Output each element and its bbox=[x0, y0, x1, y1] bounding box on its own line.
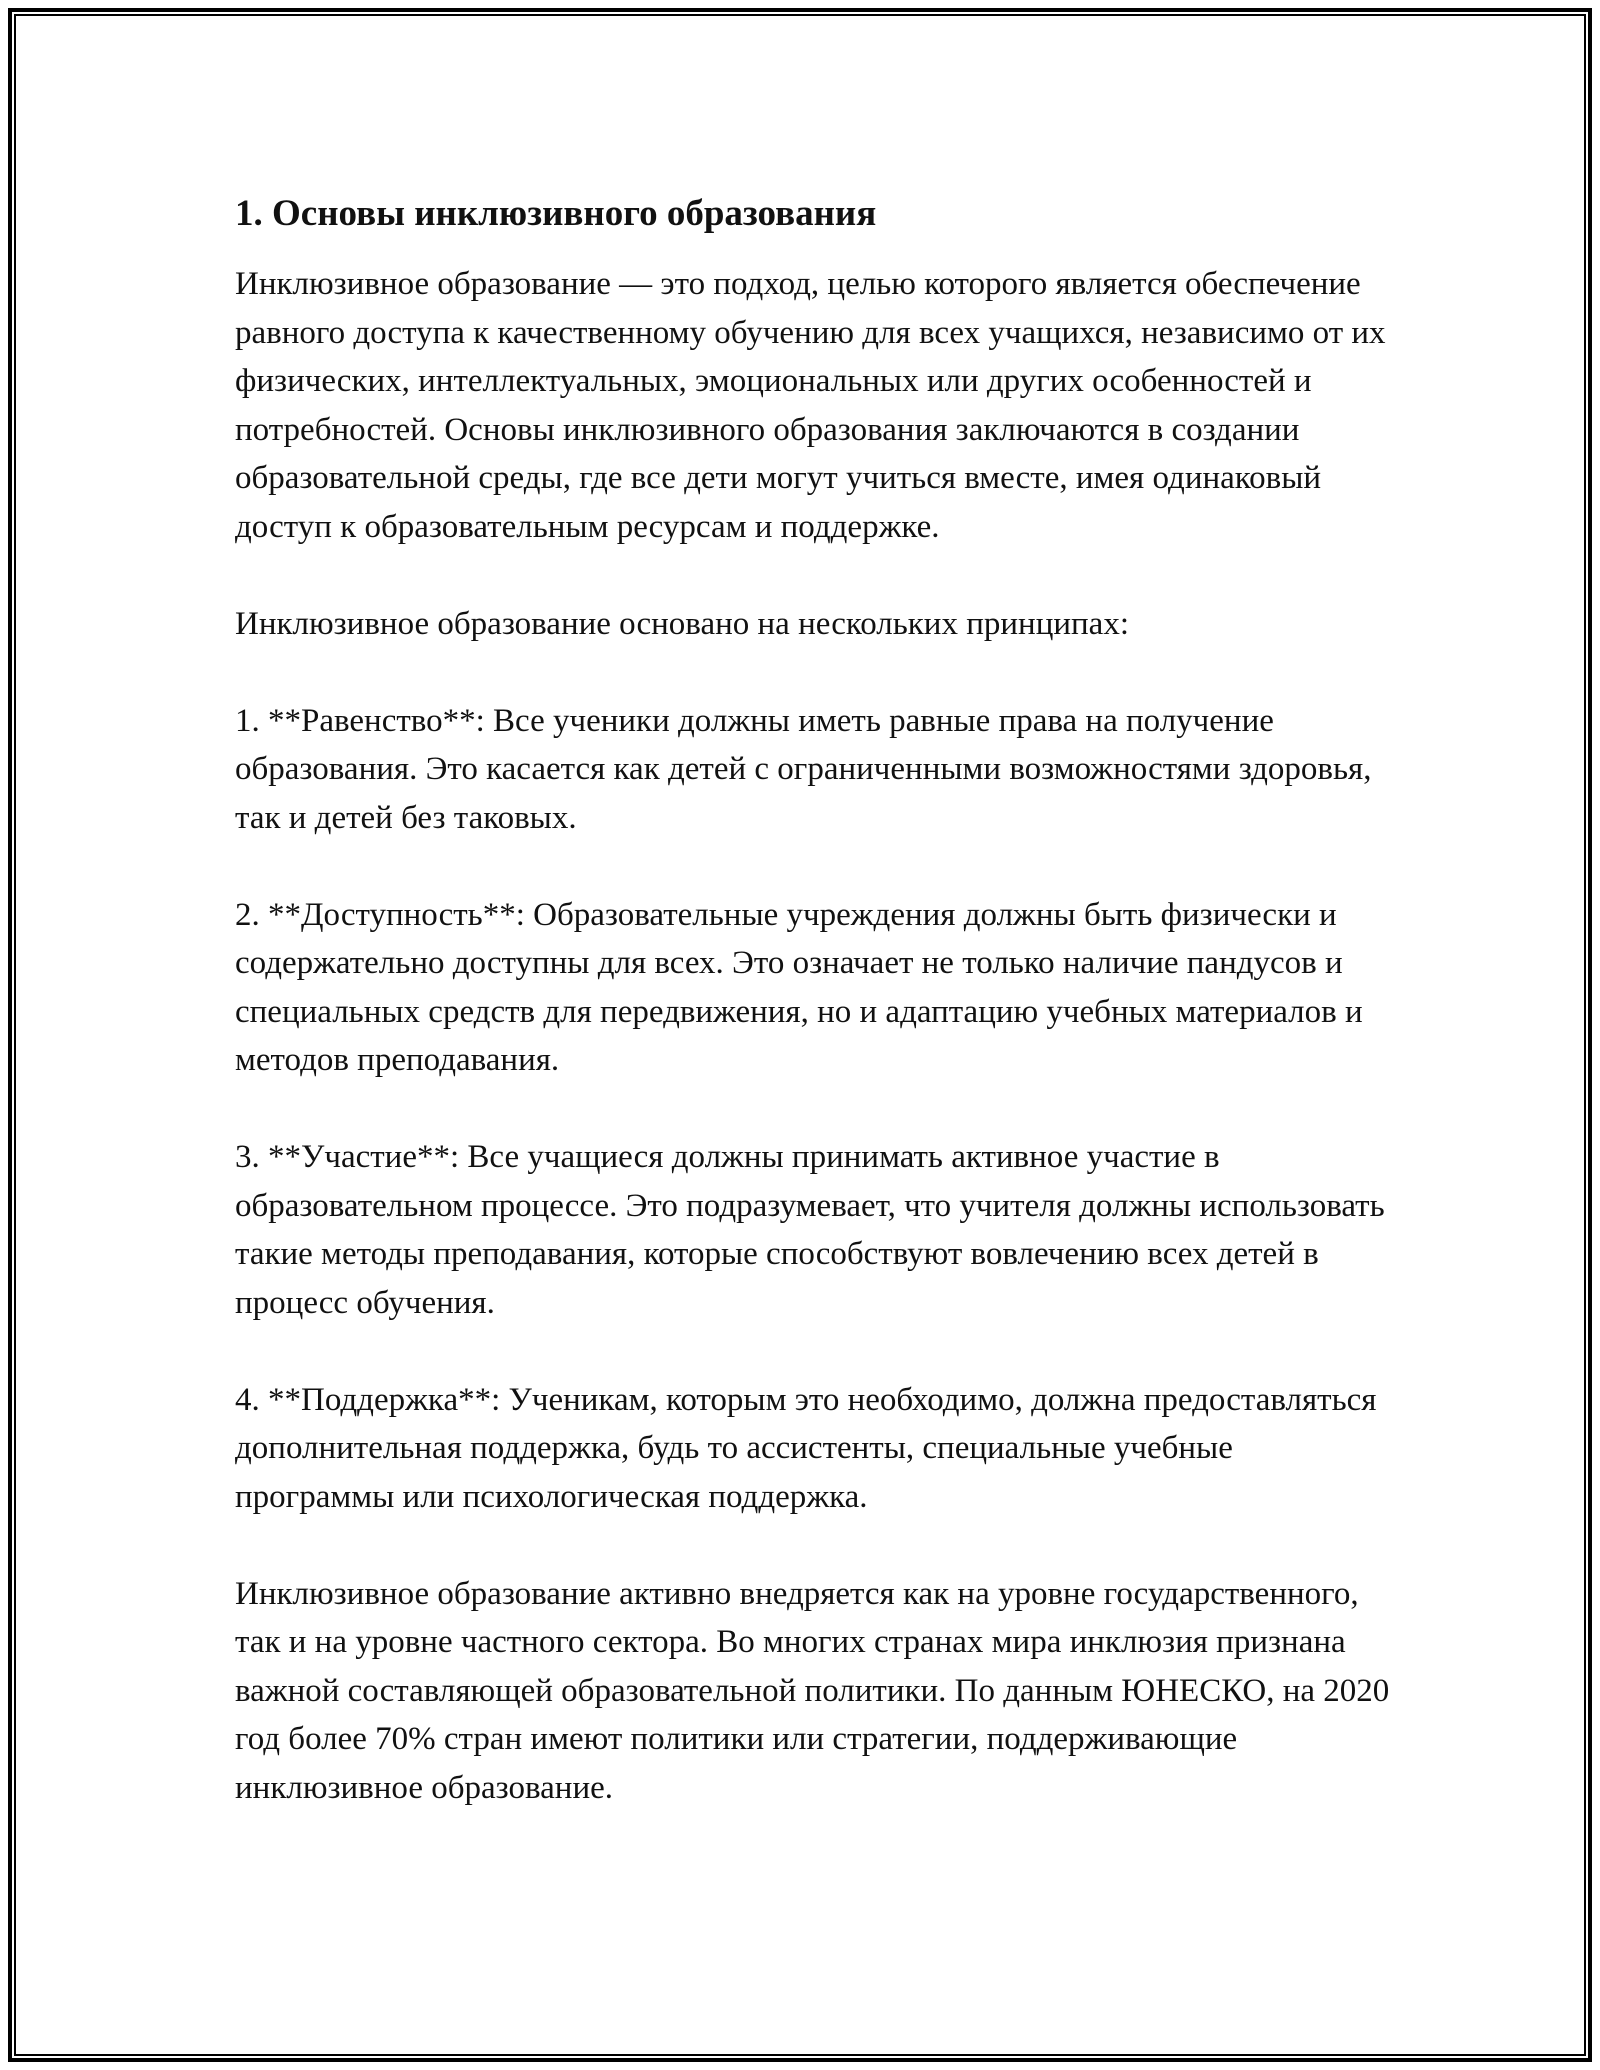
section-heading: 1. Основы инклюзивного образования bbox=[235, 193, 877, 234]
principle-equality: 1. **Равенство**: Все ученики должны иметь равные права на получение образования. Это касается как детей с ограниченными возможностями здоровья, так и детей без таковых. bbox=[235, 702, 1372, 836]
principle-accessibility: 2. **Доступность**: Образовательные учреждения должны быть физически и содержательно доступны для всех. Это означает не только наличие пандусов и специальных средств для передвижения, но и адаптацию учебных материалов и методов преподавания. bbox=[235, 896, 1363, 1078]
paragraph-principles-lead: Инклюзивное образование основано на нескольких принципах: bbox=[235, 605, 1129, 642]
paragraph-intro: Инклюзивное образование — это подход, целью которого является обеспечение равного доступа к качественному обучению для всех учащихся, независимо от их физических, интеллектуальных, эмоциональных или других особенностей и потребностей. Основы инклюзивного образования заключаются в создании образовательной среды, где все дети могут учиться вместе, имея одинаковый доступ к образовательным ресурсам и поддержке. bbox=[235, 266, 1386, 545]
principle-participation: 3. **Участие**: Все учащиеся должны принимать активное участие в образовательном процессе. Это подразумевает, что учителя должны использовать такие методы преподавания, которые способствуют вовлечению всех детей в процесс обучения. bbox=[235, 1139, 1385, 1321]
document-body bbox=[235, 190, 1395, 1812]
principle-support: 4. **Поддержка**: Ученикам, которым это необходимо, должна предоставляться дополнительная поддержка, будь то ассистенты, специальные учебные программы или психологическая поддержка. bbox=[235, 1381, 1377, 1515]
paragraph-conclusion: Инклюзивное образование активно внедряется как на уровне государственного, так и на уровне частного сектора. Во многих странах мира инклюзия признана важной составляющей образовательной политики. По данным ЮНЕСКО, на 2020 год более 70% стран имеют политики или стратегии, поддерживающие инклюзивное образование. bbox=[235, 1575, 1390, 1806]
